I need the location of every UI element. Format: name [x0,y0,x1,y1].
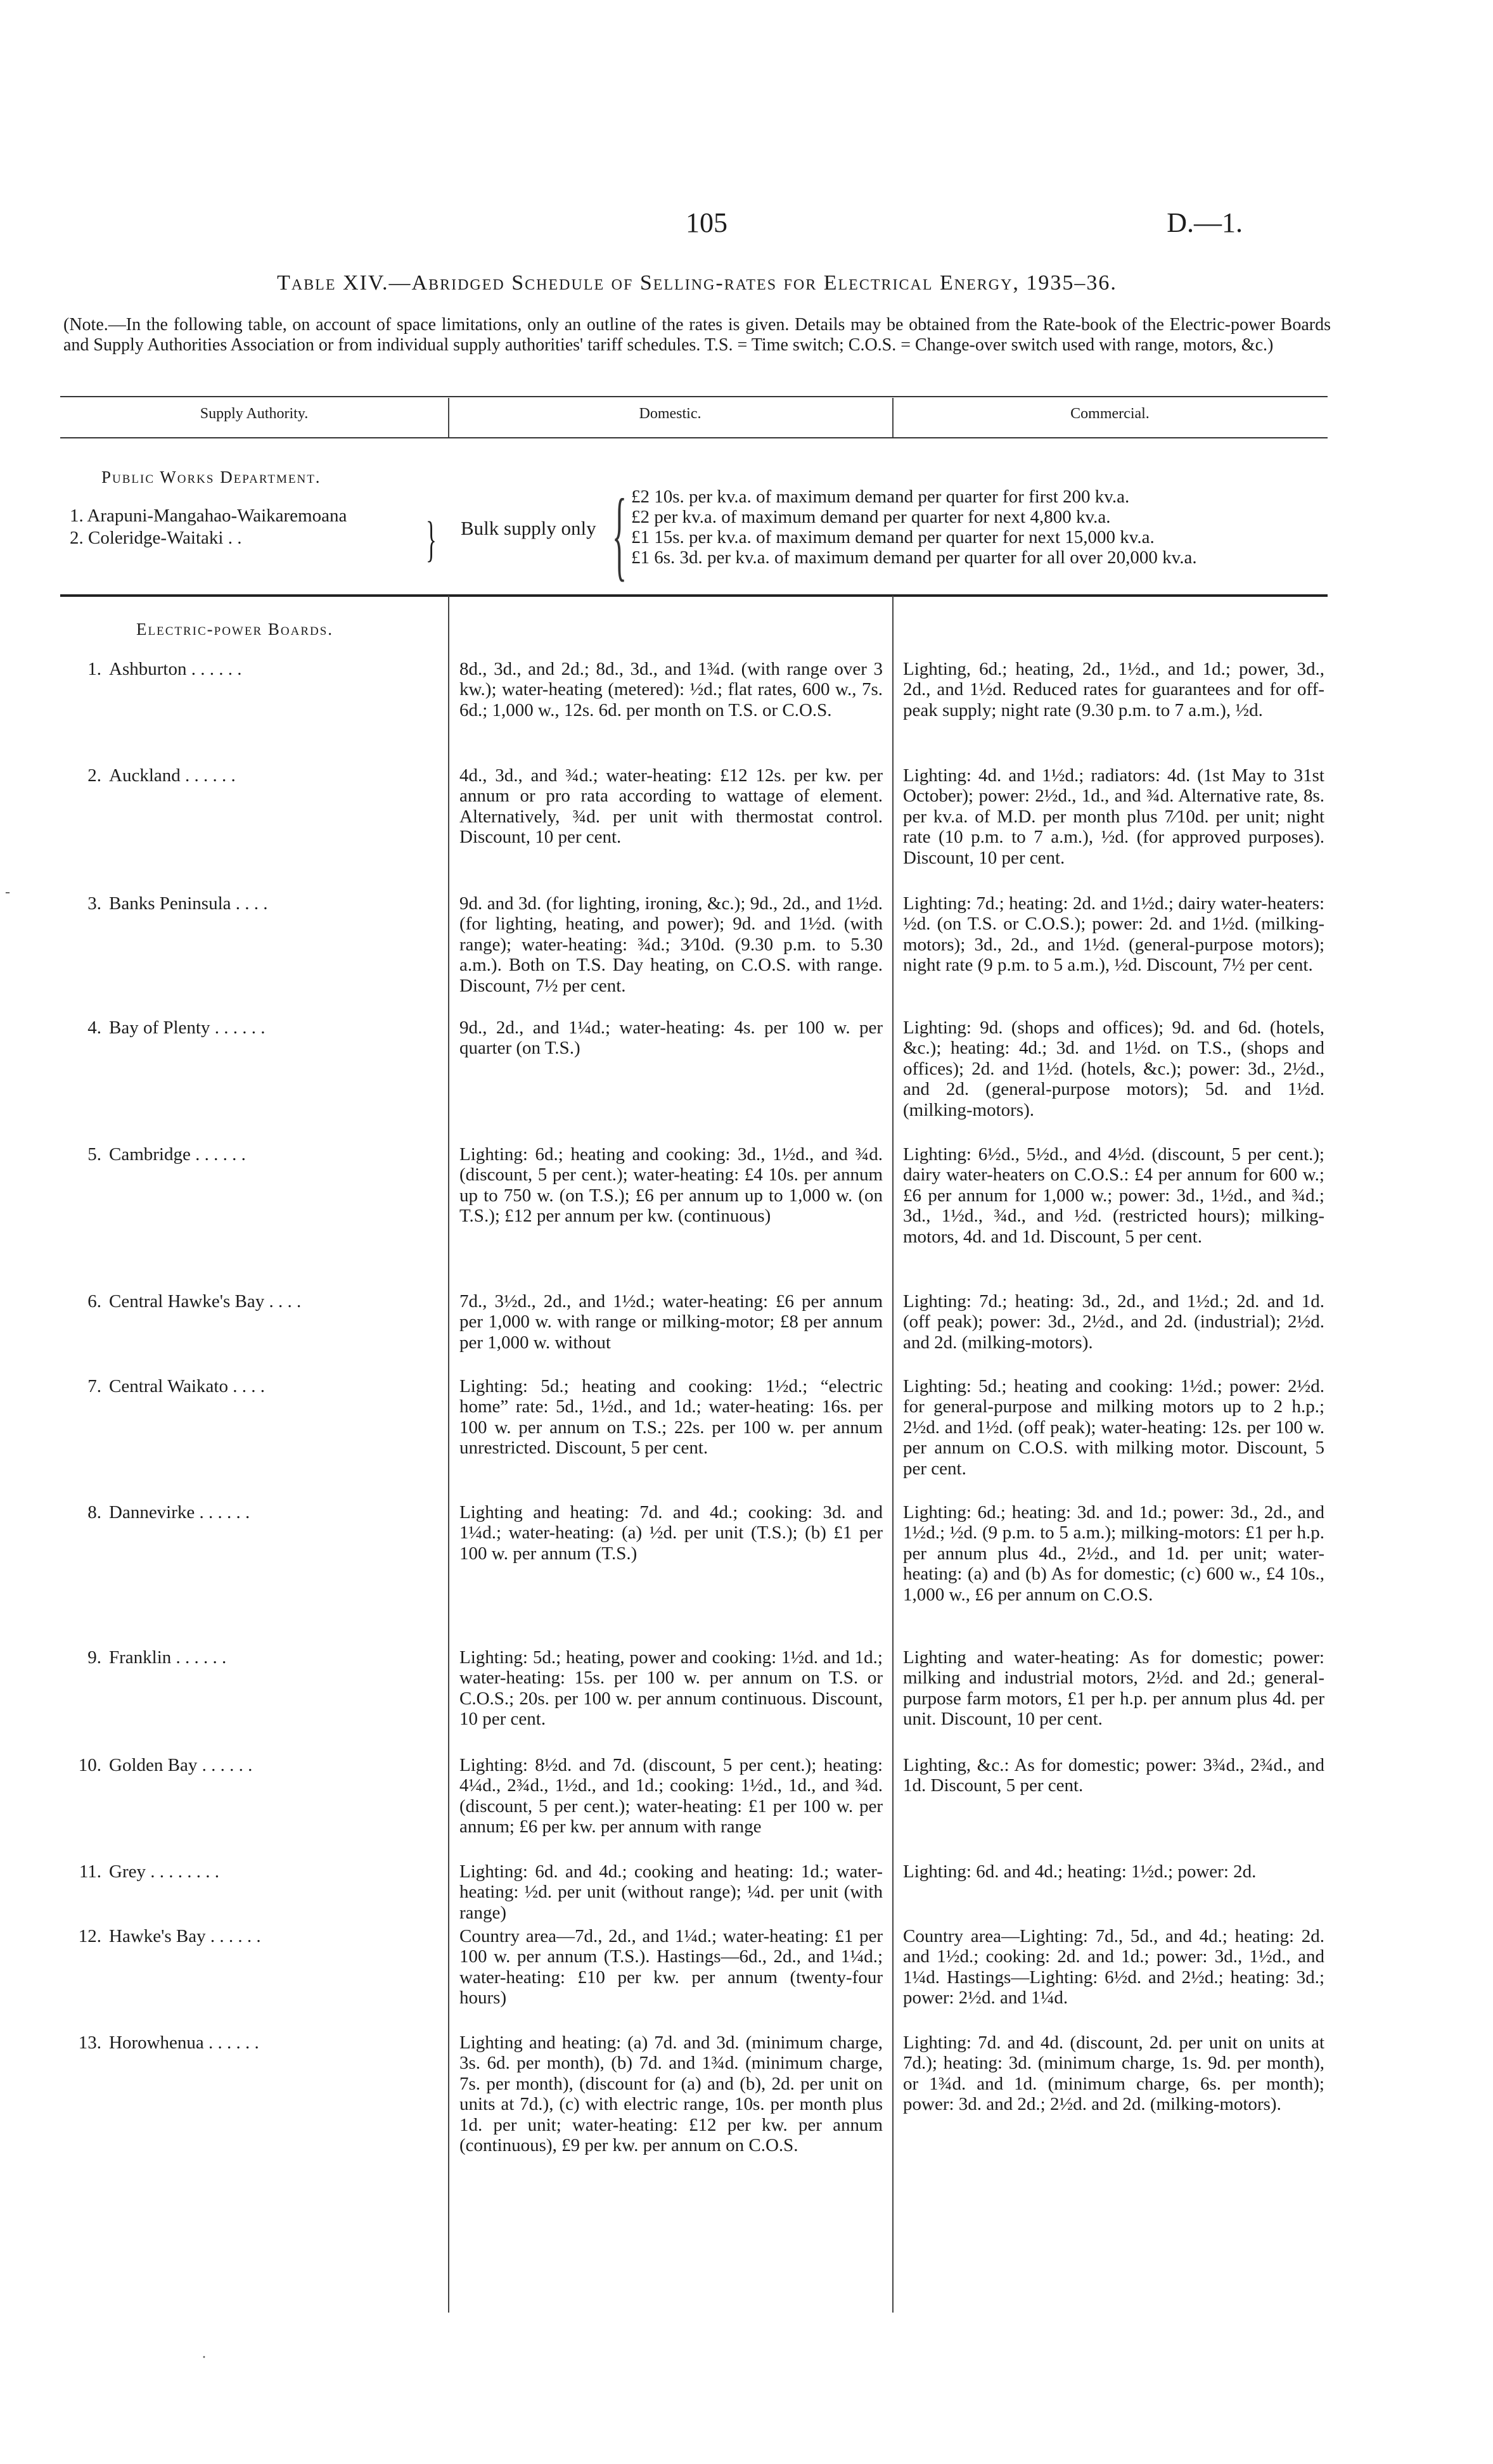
supply-authority-name: 3. Banks Peninsula . . . . [87,893,268,914]
supply-authority-name: 8. Dannevirke . . . . . . [87,1502,250,1522]
supply-authority-name: 4. Bay of Plenty . . . . . . [87,1018,266,1038]
supply-authority-name: 1. Ashburton . . . . . . [87,659,242,679]
domestic-rate: Country area—7d., 2d., and 1¼d.; water-heating: £1 per 100 w. per annum (T.S.). Hastings—6d., 2d., and 1¼d.; water-heating: £10 per kw. per annum (twenty-four hours) [459,1926,883,2008]
domestic-rate: 7d., 3½d., 2d., and 1½d.; water-heating: £6 per annum per 1,000 w. with range or milking-motor; £8 per annum per 1,000 w. without [459,1291,883,1353]
commercial-rate: Lighting, &c.: As for domestic; power: 3¾d., 2¾d., and 1d. Discount, 5 per cent. [903,1755,1324,1796]
domestic-rate: Lighting: 5d.; heating, power and cooking: 1½d. and 1d.; water-heating: 15s. per 100 w. per annum on T.S. or C.O.S.; 20s. per 100 w. per annum continuous. Discount, 10 per cent. [459,1647,883,1730]
scan-mark: · [202,2349,207,2366]
commercial-rate: Lighting: 6d. and 4d.; heating: 1½d.; power: 2d. [903,1861,1257,1882]
supply-authority-name: 12. Hawke's Bay . . . . . . [78,1926,261,1946]
supply-authority-name: 10. Golden Bay . . . . . . [78,1755,253,1775]
column-header-domestic: Domestic. [639,405,702,422]
domestic-rate: 9d., 2d., and 1¼d.; water-heating: 4s. per 100 w. per quarter (on T.S.) [459,1018,883,1059]
domestic-rate: Lighting: 6d. and 4d.; cooking and heating: 1d.; water-heating: ½d. per unit (without range); ¼d. per unit (with range) [459,1861,883,1923]
commercial-rate: Lighting: 7d. and 4d. (discount, 2d. per unit on units at 7d.); heating: 3d. (minimum charge, 1s. 9d. per month), or 1¾d. and 1d. (minimum charge, 6s. per month); power: 3d. and 2d.; 2½d. and 2d. (milking-motors). [903,2033,1324,2115]
commercial-rate: Lighting: 9d. (shops and offices); 9d. and 6d. (hotels, &c.); heating: 4d.; 3d. and 1½d. on T.S., (shops and offices); 2d. and 1½d. (hotels, &c.); power: 3d., 2½d., and 2d. (general-purpose motors); 5d. and 1½d. (milking-motors). [903,1018,1324,1120]
commercial-rate: Lighting and water-heating: As for domestic; power: milking and industrial motors, 2½d. and 2d.; general-purpose farm motors, £1 per h.p. per annum plus 4d. per unit. Discount, 10 per cent. [903,1647,1324,1730]
bulk-rate-line: £1 15s. per kv.a. of maximum demand per quarter for next 15,000 kv.a. [631,527,1155,547]
bulk-rate-line: £2 per kv.a. of maximum demand per quarter for next 4,800 kv.a. [631,507,1111,527]
commercial-rate: Lighting: 7d.; heating: 3d., 2d., and 1½d.; 2d. and 1d. (off peak); power: 3d., 2½d., and 2d. (industrial); 2½d. and 2d. (milking-motors). [903,1291,1324,1353]
column-header-commercial: Commercial. [1070,405,1150,422]
bulk-supply-label: Bulk supply only [461,517,596,539]
public-works-item: 2. Coleridge-Waitaki . . [70,528,242,548]
commercial-rate: Lighting: 5d.; heating and cooking: 1½d.; power: 2½d. for general-purpose and milking motors up to 2 h.p.; 2½d. and 1½d. (off peak); water-heating: 12s. per 100 w. per annum on C.O.S. with milking motor. Discount, 5 per cent. [903,1376,1324,1479]
domestic-rate: Lighting and heating: 7d. and 4d.; cooking: 3d. and 1¼d.; water-heating: (a) ½d. per unit (T.S.); (b) £1 per 100 w. per annum (T.S.) [459,1502,883,1564]
domestic-rate: 4d., 3d., and ¾d.; water-heating: £12 12s. per kw. per annum or pro rata according to wattage of element. Alternatively, ¾d. per unit with thermostat control. Discount, 10 per cent. [459,765,883,848]
electric-power-boards-heading: Electric-power Boards. [136,620,334,639]
domestic-rate: 8d., 3d., and 2d.; 8d., 3d., and 1¾d. (with range over 3 kw.); water-heating (metered): ½d.; flat rates, 600 w., 7s. 6d.; 1,000 w., 12s. 6d. per month on T.S. or C.O.S. [459,659,883,720]
column-divider-1 [448,596,449,2313]
brace-symbol: { [612,478,627,590]
page-number: 105 [686,207,727,238]
column-header-supply-authority: Supply Authority. [200,405,309,422]
document-reference: D.—1. [1167,207,1243,238]
commercial-rate: Lighting: 6d.; heating: 3d. and 1d.; power: 3d., 2d., and 1½d.; ½d. (9 p.m. to 5 a.m.); milking-motors: £1 per h.p. per annum plus 4d., 2½d., and 1d. per unit; water-heating: (a) and (b) As for domestic; (c) 600 w., £4 10s., 1,000 w., £6 per annum on C.O.S. [903,1502,1324,1605]
section-rule [60,594,1328,597]
brace-symbol: } [426,511,437,566]
column-divider-2 [892,596,894,2313]
header-bottom-rule [60,437,1328,438]
header-top-rule [60,396,1328,397]
domestic-rate: 9d. and 3d. (for lighting, ironing, &c.); 9d., 2d., and 1½d. (for lighting, heating, and power); 9d. and 1½d. (with range); water-heating: ¾d.; 3⁄10d. (9.30 p.m. to 5.30 a.m.). Both on T.S. Day heating, on C.O.S. with range. Discount, 7½ per cent. [459,893,883,996]
table-title: Table XIV.—Abridged Schedule of Selling-rates for Electrical Energy, 1935–36. [277,271,1117,295]
domestic-rate: Lighting and heating: (a) 7d. and 3d. (minimum charge, 3s. 6d. per month), (b) 7d. and 1¾d. (minimum charge, 7s. per month), (discount for (a) and (b), 2d. per unit on units at 7d.), (c) with electric range, 10s. per month plus 1d. per unit; water-heating: £12 per kw. per annum (continuous), £9 per kw. per annum on C.O.S. [459,2033,883,2156]
supply-authority-name: 6. Central Hawke's Bay . . . . [87,1291,302,1312]
commercial-rate: Lighting, 6d.; heating, 2d., 1½d., and 1d.; power, 3d., 2d., and 1½d. Reduced rates for guarantees and for off-peak supply; night rate (9.30 p.m. to 7 a.m.), ½d. [903,659,1324,720]
supply-authority-name: 9. Franklin . . . . . . [87,1647,227,1668]
bulk-rate-line: £1 6s. 3d. per kv.a. of maximum demand per quarter for all over 20,000 kv.a. [631,547,1197,568]
supply-authority-name: 5. Cambridge . . . . . . [87,1144,246,1165]
domestic-rate: Lighting: 5d.; heating and cooking: 1½d.; “electric home” rate: 5d., 1½d., and 1d.; water-heating: 16s. per 100 w. per annum on T.S.; 22s. per 100 w. per annum unrestricted. Discount, 5 per cent. [459,1376,883,1459]
scan-mark: - [5,884,10,900]
bulk-rate-line: £2 10s. per kv.a. of maximum demand per quarter for first 200 kv.a. [631,487,1130,507]
supply-authority-name: 13. Horowhenua . . . . . . [78,2033,259,2053]
commercial-rate: Country area—Lighting: 7d., 5d., and 4d.; heating: 2d. and 1½d.; cooking: 2d. and 1d.; power: 3d., 1½d., and 1¼d. Hastings—Lighting: 6½d. and 2½d.; heating: 3d.; power: 2½d. and 1¼d. [903,1926,1324,2008]
supply-authority-name: 11. Grey . . . . . . . . [79,1861,219,1882]
public-works-item: 1. Arapuni-Mangahao-Waikaremoana [70,506,347,526]
commercial-rate: Lighting: 4d. and 1½d.; radiators: 4d. (1st May to 31st October); power: 2½d., 1d., and ¾d. Alternative rate, 8s. per kv.a. of M.D. per month plus 7⁄10d. per unit; night rate (10 p.m. to 7 a.m.), ½d. (for approved purposes). Discount, 10 per cent. [903,765,1324,868]
commercial-rate: Lighting: 7d.; heating: 2d. and 1½d.; dairy water-heaters: ½d. (on T.S. or C.O.S.); power: 2d. and 1½d. (milking-motors); 3d., 2d., and 1½d. (general-purpose motors); night rate (9 p.m. to 5 a.m.), ½d. Discount, 7½ per cent. [903,893,1324,976]
supply-authority-name: 2. Auckland . . . . . . [87,765,236,786]
supply-authority-name: 7. Central Waikato . . . . [87,1376,265,1396]
commercial-rate: Lighting: 6½d., 5½d., and 4½d. (discount, 5 per cent.); dairy water-heaters on C.O.S.: £4 per annum for 600 w.; £6 per annum for 1,000 w.; power: 3d., 1½d., and ¾d.; 3d., 1½d., ¾d., and ½d. (restricted hours); milking-motors, 4d. and 1d. Discount, 5 per cent. [903,1144,1324,1247]
public-works-heading: Public Works Department. [101,468,321,487]
table-note: (Note.—In the following table, on account of space limitations, only an outline of the rates is given. Details may be obtained from the Rate-book of the Electric-power Boards and Supply Authorities Association or from individual supply authorities' tariff schedules. T.S. = Time switch; C.O.S. = Change-over switch used with range, motors, &c.) [63,315,1331,355]
domestic-rate: Lighting: 8½d. and 7d. (discount, 5 per cent.); heating: 4¼d., 2¾d., 1½d., and 1d.; cooking: 1½d., 1d., and ¾d. (discount, 5 per cent.); water-heating: £1 per 100 w. per annum; £6 per kw. per annum with range [459,1755,883,1837]
domestic-rate: Lighting: 6d.; heating and cooking: 3d., 1½d., and ¾d. (discount, 5 per cent.); water-heating: £4 10s. per annum up to 750 w. (on T.S.); £6 per annum up to 1,000 w. (on T.S.); £12 per annum per kw. (continuous) [459,1144,883,1227]
